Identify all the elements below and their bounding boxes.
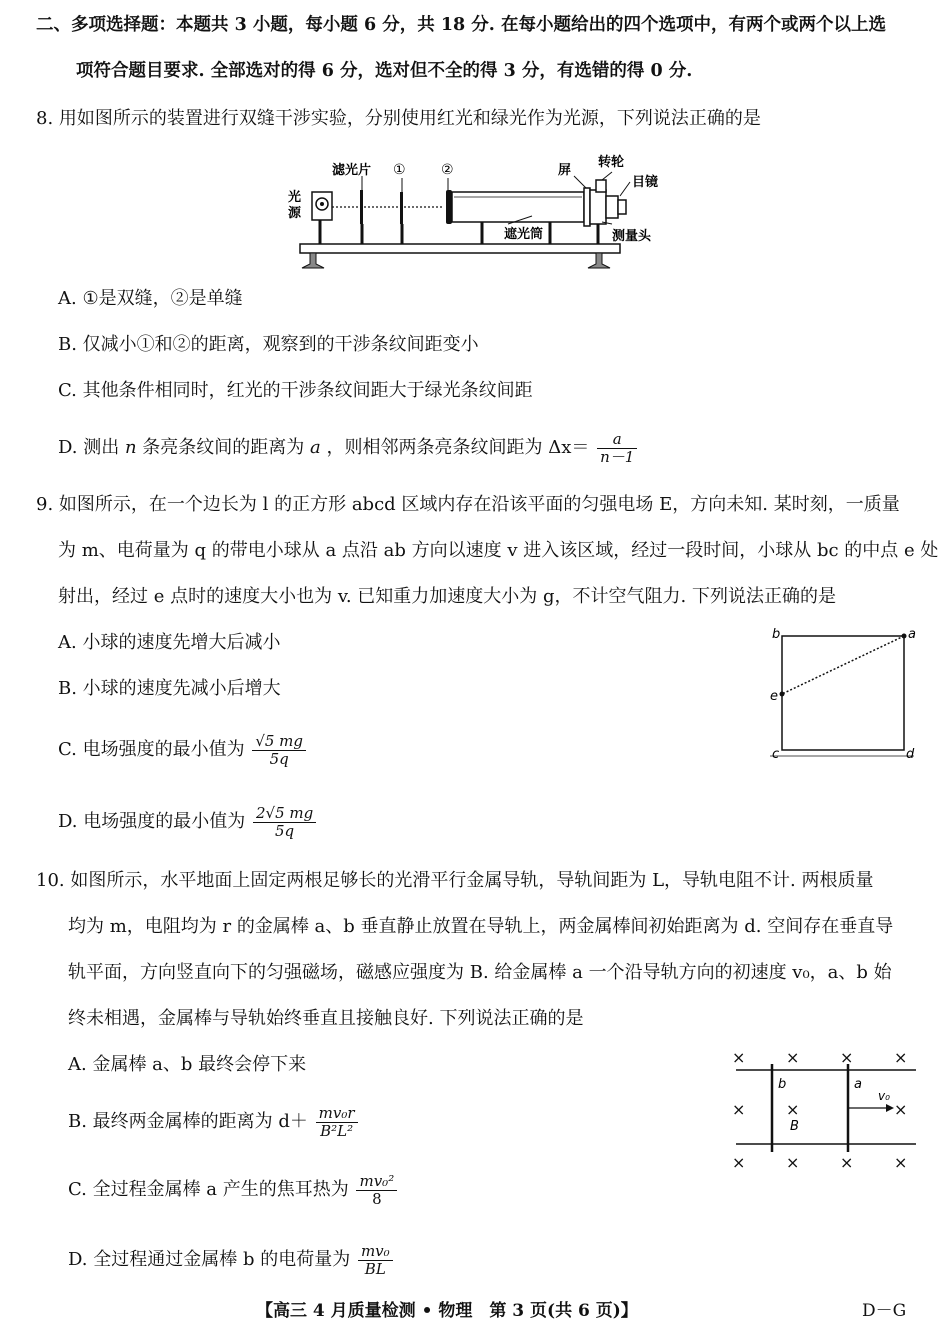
square-abcd — [782, 636, 904, 750]
field-cross: × — [786, 1153, 800, 1172]
q9-d-prefix: D. 电场强度的最小值为 — [58, 811, 246, 832]
q8-d-numerator: a — [597, 431, 637, 449]
q8-option-b: B. 仅减小①和②的距离，观察到的干涉条纹间距变小 — [58, 334, 479, 355]
q9-option-d — [58, 800, 318, 844]
label-e: e — [770, 689, 778, 704]
q10-rails-figure — [726, 1044, 922, 1172]
q10-option-d — [68, 1238, 395, 1282]
q9-d-numerator: 2√5 mg — [253, 805, 316, 823]
q8-d-mid1: 条亮条纹间的距离为 — [142, 437, 305, 458]
q10-option-c — [68, 1168, 399, 1212]
section-title-line2: 项符合题目要求. 全部选对的得 6 分，选对但不全的得 3 分，有选错的得 0 分. — [76, 61, 693, 81]
section-title-line1: 二、多项选择题：本题共 3 小题，每小题 6 分，共 18 分. 在每小题给出的四个选项中，有两个或两个以上选 — [36, 15, 886, 35]
label-eyepiece: 目镜 — [632, 175, 659, 190]
filter-element — [360, 190, 363, 224]
label-screen: 屏 — [558, 163, 572, 178]
q8-d-denominator: n－1 — [600, 447, 635, 466]
element-2 — [446, 190, 452, 224]
q9-stem-line1: 9. 如图所示，在一个边长为 l 的正方形 abcd 区域内存在沿该平面的匀强电场 E，方向未知. 某时刻，一质量 — [36, 494, 900, 515]
label-c: c — [772, 747, 780, 762]
element-1 — [400, 192, 403, 224]
q9-stem-line2: 为 m、电荷量为 q 的带电小球从 a 点沿 ab 方向以速度 v 进入该区域，经过一段时间，小球从 bc 的中点 e 处 — [58, 540, 939, 561]
q10-d-denominator: BL — [364, 1259, 386, 1278]
q9-c-denominator: 5q — [269, 749, 289, 768]
q10-option-a: A. 金属棒 a、b 最终会停下来 — [68, 1054, 307, 1075]
q9-stem-line3: 射出，经过 e 点时的速度大小也为 v. 已知重力加速度大小为 g，不计空气阻力. 下列说法正确的是 — [58, 586, 836, 607]
label-wheel: 转轮 — [598, 155, 625, 170]
label-rod-a: a — [854, 1077, 862, 1092]
label-b: b — [772, 627, 781, 642]
light-shield-tube — [452, 192, 584, 222]
q9-c-fraction — [252, 733, 306, 768]
label-filter: 滤光片 — [332, 163, 372, 178]
q10-d-numerator: mv₀ — [358, 1243, 393, 1261]
field-cross: × — [732, 1048, 746, 1067]
point-e — [780, 692, 785, 697]
q10-c-prefix: C. 全过程金属棒 a 产生的焦耳热为 — [68, 1179, 349, 1200]
q9-d-denominator: 5q — [275, 821, 295, 840]
footer-right: D－G — [862, 1301, 907, 1321]
q9-option-a: A. 小球的速度先增大后减小 — [58, 632, 281, 653]
q10-b-prefix: B. 最终两金属棒的距离为 d＋ — [68, 1111, 308, 1132]
q9-option-b: B. 小球的速度先减小后增大 — [58, 678, 281, 699]
point-a — [902, 634, 907, 639]
q8-d-fraction — [597, 431, 637, 466]
q9-square-figure — [764, 624, 924, 764]
field-cross: × — [732, 1100, 746, 1119]
q9-option-c — [58, 728, 308, 772]
field-cross: × — [786, 1048, 800, 1067]
q10-b-numerator: mv₀r — [316, 1105, 358, 1123]
label-v0: v₀ — [878, 1089, 890, 1103]
measuring-head — [590, 190, 606, 224]
q8-apparatus-figure — [282, 152, 667, 280]
label-d: d — [906, 747, 915, 762]
q8-d-a: a — [310, 437, 321, 458]
field-cross: × — [894, 1153, 908, 1172]
field-cross: × — [732, 1153, 746, 1172]
label-light-source-1: 光 — [288, 190, 302, 205]
q10-stem-line2: 均为 m，电阻均为 r 的金属棒 a、b 垂直静止放置在导轨上，两金属棒间初始距离为 d. 空间存在垂直导 — [68, 916, 894, 937]
field-cross: × — [894, 1100, 908, 1119]
label-circle-2: ② — [441, 162, 454, 178]
field-cross: × — [840, 1048, 854, 1067]
label-a: a — [908, 627, 916, 642]
screen-element — [584, 188, 590, 226]
q8-option-a: A. ①是双缝，②是单缝 — [58, 288, 243, 309]
q8-option-c: C. 其他条件相同时，红光的干涉条纹间距大于绿光条纹间距 — [58, 380, 533, 401]
turning-wheel — [596, 180, 606, 192]
label-head: 测量头 — [612, 229, 652, 244]
field-cross: × — [840, 1153, 854, 1172]
q10-stem-line1: 10. 如图所示，水平地面上固定两根足够长的光滑平行金属导轨，导轨间距为 L，导轨电阻不计. 两根质量 — [36, 870, 874, 891]
label-tube: 遮光筒 — [504, 227, 544, 242]
footer-center: 【高三 4 月质量检测 • 物理 第 3 页(共 6 页)】 — [256, 1301, 638, 1321]
q10-c-denominator: 8 — [372, 1189, 382, 1208]
q10-d-prefix: D. 全过程通过金属棒 b 的电荷量为 — [68, 1249, 351, 1270]
optical-bench-rail — [300, 244, 620, 253]
q10-b-fraction — [316, 1105, 358, 1140]
q10-c-fraction — [356, 1173, 397, 1208]
bench-foot-left — [302, 253, 324, 268]
bench-foot-right — [588, 253, 610, 268]
q9-d-fraction — [253, 805, 316, 840]
q10-c-numerator: mv₀² — [356, 1173, 397, 1191]
q9-c-prefix: C. 电场强度的最小值为 — [58, 739, 245, 760]
q8-d-prefix: D. 测出 — [58, 437, 120, 458]
q10-b-denominator: B²L² — [320, 1121, 354, 1140]
q8-option-d — [58, 428, 639, 468]
label-light-source-2: 源 — [288, 206, 302, 221]
q8-stem: 8. 用如图所示的装置进行双缝干涉实验，分别使用红光和绿光作为光源，下列说法正确的是 — [36, 108, 761, 129]
q10-stem-line4: 终未相遇，金属棒与导轨始终垂直且接触良好. 下列说法正确的是 — [68, 1008, 584, 1029]
eyepiece-element — [606, 196, 618, 218]
q10-option-b — [68, 1100, 360, 1144]
trajectory-a-to-e — [782, 636, 904, 694]
q8-d-n: n — [124, 437, 137, 458]
q10-d-fraction — [358, 1243, 393, 1278]
label-rod-b: b — [778, 1077, 787, 1092]
label-circle-1: ① — [393, 162, 406, 178]
q9-c-numerator: √5 mg — [252, 733, 306, 751]
label-field-B: B — [790, 1119, 799, 1134]
q10-stem-line3: 轨平面，方向竖直向下的匀强磁场，磁感应强度为 B. 给金属棒 a 一个沿导轨方向的初速度 v₀，a、b 始 — [68, 962, 892, 983]
field-cross: × — [894, 1048, 908, 1067]
field-cross: × — [786, 1100, 800, 1119]
q8-d-mid2: ，则相邻两条亮条纹间距为 Δx＝ — [326, 437, 590, 458]
